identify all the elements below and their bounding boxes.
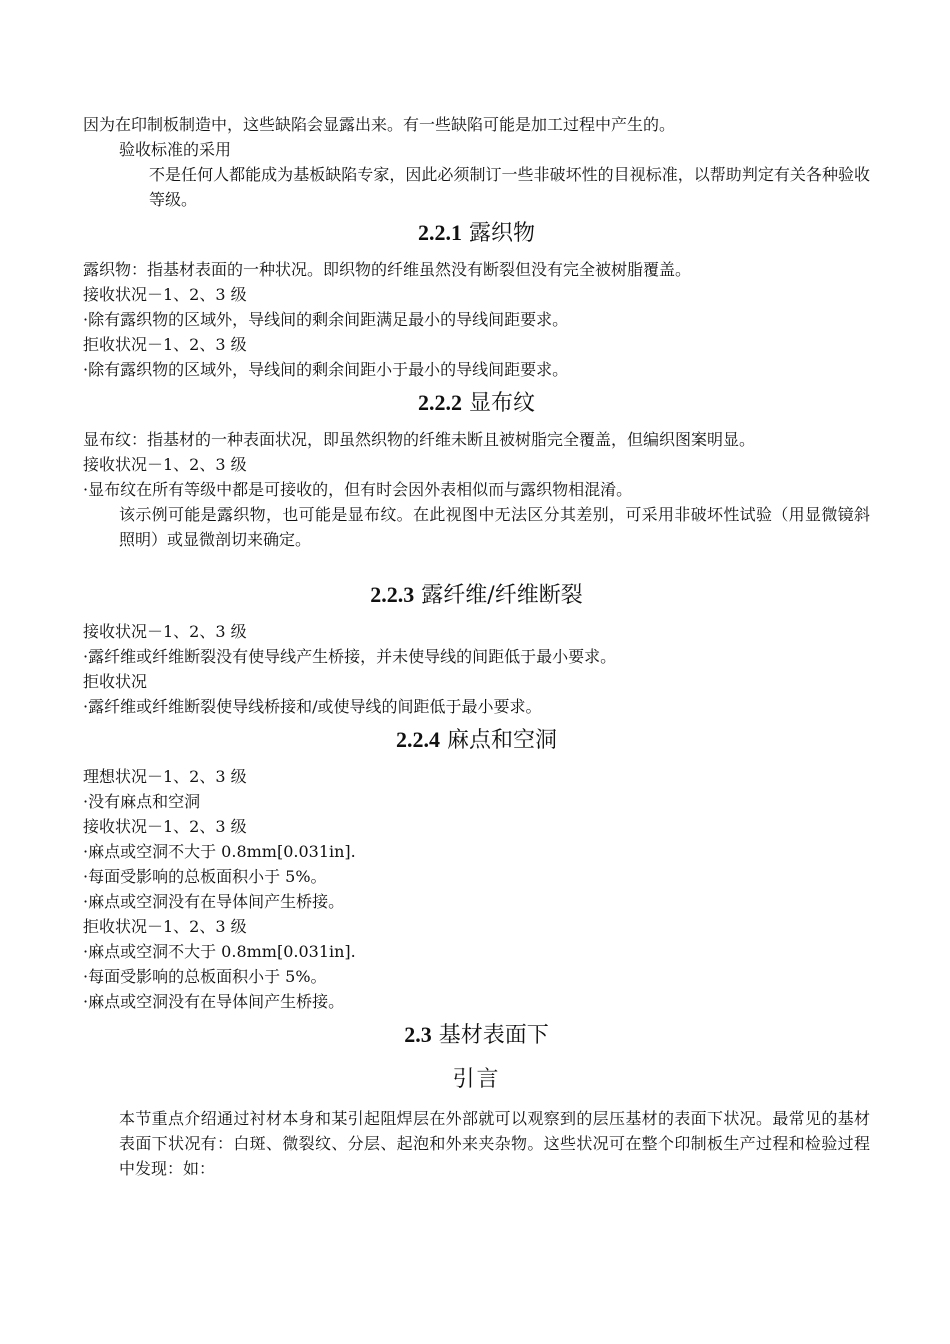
document-page (83, 112, 870, 1181)
section-title: 露纤维/纤维断裂 (421, 583, 583, 608)
section-heading-2-3 (83, 1021, 870, 1050)
bullet-line: ·麻点或空洞不大于 0.8mm[0.031in]. (83, 942, 356, 961)
spacer (83, 552, 870, 574)
bullet-line: ·露纤维或纤维断裂没有使导线产生桥接，并未使导线的间距低于最小要求。 (83, 647, 617, 666)
section-number: 2.2.3 (370, 582, 415, 607)
bullet-line: ·除有露织物的区域外，导线间的剩余间距小于最小的导线间距要求。 (83, 360, 569, 379)
section-title: 基材表面下 (438, 1023, 549, 1048)
intro-subheading: 验收标准的采用 (119, 140, 232, 159)
body-paragraph: 本节重点介绍通过衬材本身和某引起阻焊层在外部就可以观察到的层压基材的表面下状况。最常见的基材表面下状况有：白斑、微裂纹、分层、起泡和外来夹杂物。这些状况可在整个印制板生产过程和检验过程中发现：如： (119, 1109, 870, 1178)
body-line: 露织物：指基材表面的一种状况。即织物的纤维虽然没有断裂但没有完全被树脂覆盖。 (83, 260, 692, 279)
body-line: 接收状况－1、2、3 级 (83, 285, 247, 304)
body-line: 接收状况－1、2、3 级 (83, 817, 247, 836)
bullet-line: ·麻点或空洞没有在导体间产生桥接。 (83, 892, 345, 911)
bullet-line: ·显布纹在所有等级中都是可接收的，但有时会因外表相似而与露织物相混淆。 (83, 480, 633, 499)
section-number: 2.2.4 (395, 727, 440, 752)
section-title: 露织物 (468, 221, 535, 246)
body-paragraph: 该示例可能是露织物，也可能是显布纹。在此视图中无法区分其差别，可采用非破坏性试验（用显微镜斜照明）或显微剖切来确定。 (119, 505, 870, 549)
section-number: 2.3 (404, 1022, 432, 1047)
body-line: 接收状况－1、2、3 级 (83, 622, 247, 641)
bullet-line: ·每面受影响的总板面积小于 5%。 (83, 867, 327, 886)
body-line: 接收状况－1、2、3 级 (83, 455, 247, 474)
section-heading-2-2-4 (83, 726, 870, 755)
bullet-line: ·每面受影响的总板面积小于 5%。 (83, 967, 327, 986)
intro-line: 因为在印制板制造中，这些缺陷会显露出来。有一些缺陷可能是加工过程中产生的。 (83, 115, 676, 134)
section-number: 2.2.1 (417, 220, 462, 245)
body-line: 拒收状况－1、2、3 级 (83, 335, 247, 354)
subsection-heading-introduction: 引言 (452, 1067, 501, 1092)
section-heading-2-2-2 (83, 389, 870, 418)
body-line: 显布纹：指基材的一种表面状况，即虽然织物的纤维未断且被树脂完全覆盖，但编织图案明显。 (83, 430, 756, 449)
section-title: 显布纹 (468, 391, 535, 416)
bullet-line: ·除有露织物的区域外，导线间的剩余间距满足最小的导线间距要求。 (83, 310, 569, 329)
bullet-line: ·没有麻点和空洞 (83, 792, 201, 811)
section-heading-2-2-3 (83, 581, 870, 610)
bullet-line: ·麻点或空洞不大于 0.8mm[0.031in]. (83, 842, 356, 861)
section-heading-2-2-1 (83, 219, 870, 248)
bullet-line: ·麻点或空洞没有在导体间产生桥接。 (83, 992, 345, 1011)
body-line: 理想状况－1、2、3 级 (83, 767, 247, 786)
intro-paragraph: 不是任何人都能成为基板缺陷专家，因此必须制订一些非破坏性的目视标准，以帮助判定有关各种验收等级。 (149, 165, 870, 209)
section-title: 麻点和空洞 (446, 728, 557, 753)
body-line: 拒收状况－1、2、3 级 (83, 917, 247, 936)
bullet-line: ·露纤维或纤维断裂使导线桥接和/或使导线的间距低于最小要求。 (83, 697, 542, 716)
body-line: 拒收状况 (83, 672, 148, 691)
section-number: 2.2.2 (417, 390, 462, 415)
